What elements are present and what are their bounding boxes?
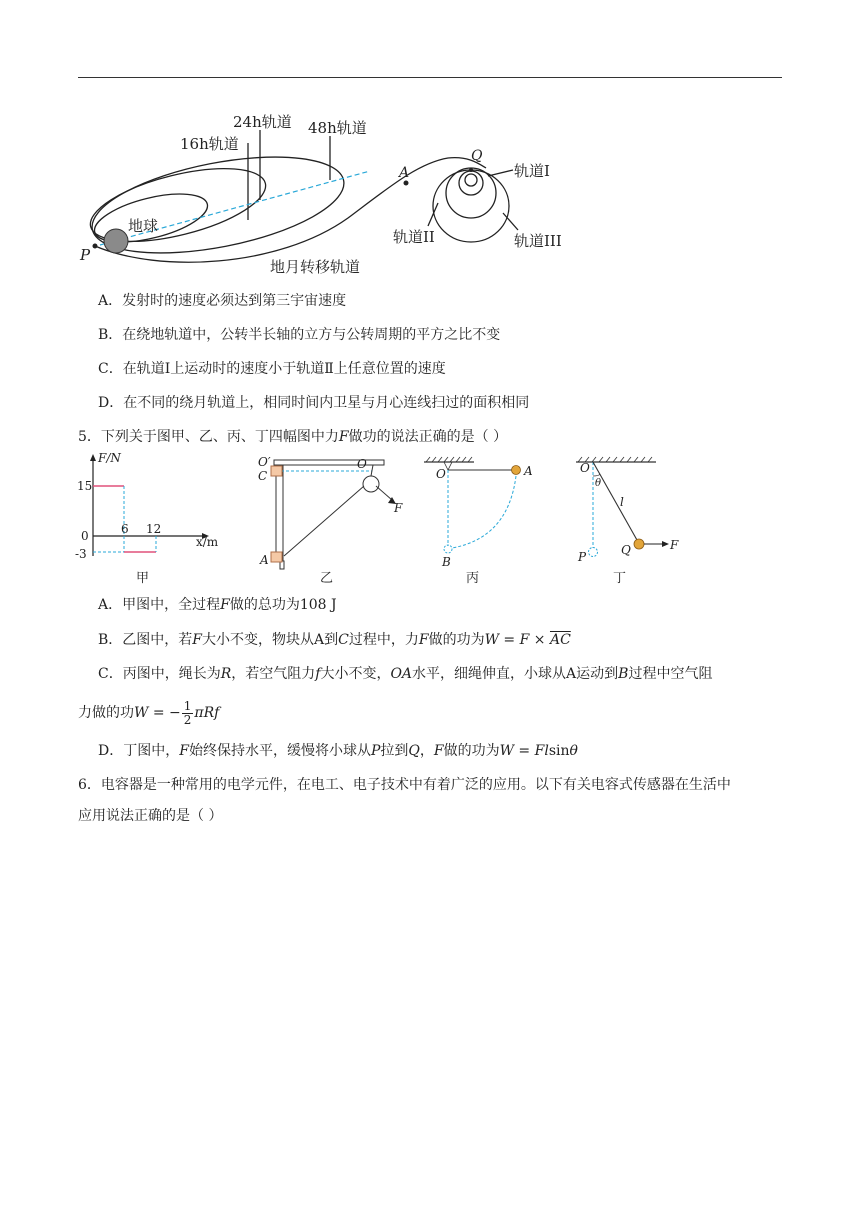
diagram-yi bbox=[271, 460, 392, 569]
q5-option-b: B．乙图中，若F大小不变，物块从A到C过程中，力F做的功为$W = F \times \overline{AC}$ bbox=[98, 632, 571, 648]
transfer-orbit bbox=[95, 158, 486, 263]
q6-line2: 应用说法正确的是（ ） bbox=[78, 808, 223, 824]
label-orbit1: 轨道I bbox=[514, 162, 550, 180]
svg-text:O: O bbox=[436, 467, 446, 481]
label-P: P bbox=[80, 246, 91, 264]
q5-option-c-line2: 力做的功W = − $\frac{1}{2}$ πRf bbox=[78, 698, 220, 727]
svg-text:A: A bbox=[524, 464, 533, 478]
svg-text:l: l bbox=[620, 495, 624, 509]
graph-jia bbox=[75, 451, 219, 586]
q4-option-c: C．在轨道Ⅰ上运动时的速度小于轨道Ⅱ上任意位置的速度 bbox=[98, 361, 446, 377]
label-orbit3: 轨道III bbox=[514, 232, 562, 250]
label-orbit2: 轨道II bbox=[393, 228, 435, 246]
svg-text:-3: -3 bbox=[75, 547, 87, 561]
caption-yi: 乙 bbox=[320, 571, 334, 586]
svg-text:15: 15 bbox=[77, 479, 93, 493]
svg-text:O: O bbox=[357, 457, 367, 471]
header-rule bbox=[78, 77, 782, 78]
q5-stem: 5．下列关于图甲、乙、丙、丁四幅图中力F做功的说法正确的是（ ） bbox=[78, 429, 508, 445]
svg-text:P: P bbox=[578, 550, 587, 564]
svg-text:O′: O′ bbox=[258, 455, 271, 469]
svg-text:C: C bbox=[258, 469, 268, 483]
label-transfer: 地月转移轨道 bbox=[270, 258, 361, 276]
orbit-3 bbox=[433, 170, 509, 242]
q5-figures bbox=[75, 448, 698, 588]
q6-line1: 6．电容器是一种常用的电学元件，在电工、电子技术中有着广泛的应用。以下有关电容式传感器在生活中 bbox=[78, 777, 731, 793]
q4-option-b: B．在绕地轨道中，公转半长轴的立方与公转周期的平方之比不变 bbox=[98, 327, 501, 343]
label-earth: 地球 bbox=[128, 217, 159, 235]
svg-text:A: A bbox=[260, 553, 269, 567]
fraction-half: $\frac{1}{2}$ bbox=[183, 698, 192, 727]
q5-option-d: D．丁图中，F始终保持水平，缓慢将小球从P拉到Q，F做的功为W = Flsinθ bbox=[98, 743, 578, 759]
q4-option-a: A．发射时的速度必须达到第三宇宙速度 bbox=[98, 293, 347, 309]
jia-ylabel: F/N bbox=[98, 451, 121, 465]
diagram-ding bbox=[576, 457, 679, 586]
caption-ding: 丁 bbox=[613, 571, 627, 586]
jia-xlabel: x/m bbox=[196, 535, 219, 549]
caption-bing: 丙 bbox=[466, 571, 480, 586]
label-A: A bbox=[399, 165, 410, 181]
svg-text:θ: θ bbox=[595, 478, 602, 489]
q5-option-c: C．丙图中，绳长为R，若空气阻力f大小不变，OA水平，细绳伸直，小球从A运动到B过程中空气阻 bbox=[98, 666, 713, 682]
label-16h: 16h轨道 bbox=[180, 135, 239, 153]
orbit-figure bbox=[78, 108, 598, 283]
svg-text:0: 0 bbox=[81, 529, 89, 543]
q5-option-a: A．甲图中，全过程F做的总功为108 J bbox=[98, 597, 337, 613]
svg-text:6: 6 bbox=[121, 522, 129, 536]
svg-text:B: B bbox=[442, 555, 451, 569]
diagram-bing bbox=[424, 457, 533, 586]
svg-text:F: F bbox=[670, 538, 679, 552]
label-48h: 48h轨道 bbox=[308, 119, 367, 137]
caption-jia: 甲 bbox=[136, 571, 150, 586]
svg-text:12: 12 bbox=[146, 522, 162, 536]
svg-text:Q: Q bbox=[621, 543, 631, 557]
label-Q: Q bbox=[471, 148, 483, 164]
earth-icon bbox=[104, 229, 128, 253]
q4-option-d: D．在不同的绕月轨道上，相同时间内卫星与月心连线扫过的面积相同 bbox=[98, 395, 530, 411]
label-24h: 24h轨道 bbox=[233, 113, 292, 131]
svg-text:F: F bbox=[394, 501, 403, 515]
svg-text:O: O bbox=[580, 461, 590, 475]
